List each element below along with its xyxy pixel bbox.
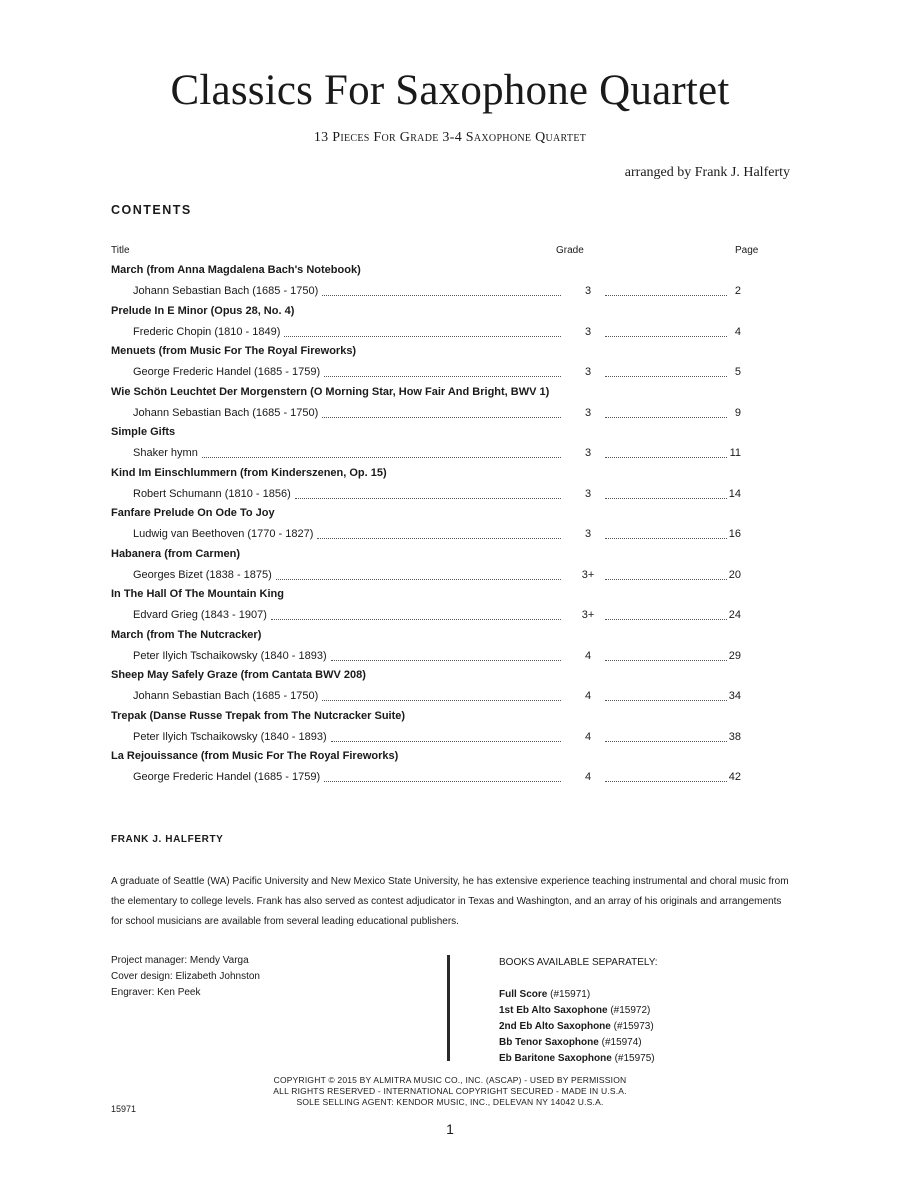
grade: 4 [573, 771, 603, 783]
grade: 3+ [573, 609, 603, 621]
composer: Robert Schumann (1810 - 1856) [133, 487, 291, 500]
subtitle: 13 Pieces For Grade 3-4 Saxophone Quartet [313, 130, 587, 145]
grade: 3+ [573, 569, 603, 581]
toc-entry [111, 748, 741, 789]
book-item: 2nd Eb Alto Saxophone (#15973) [499, 1021, 654, 1032]
dot-leader [605, 376, 727, 377]
column-header-title: Title [111, 245, 130, 256]
copyright-line: COPYRIGHT © 2015 BY ALMITRA MUSIC CO., INC. (ASCAP) - USED BY PERMISSION [273, 1075, 627, 1085]
piece-title: Habanera (from Carmen) [111, 547, 240, 560]
page-ref: 16 [728, 528, 741, 540]
dot-leader [605, 457, 727, 458]
toc-entry [111, 424, 741, 465]
dot-leader [322, 700, 561, 701]
arranger-credit: arranged by Frank J. Halferty [624, 165, 790, 180]
composer: Johann Sebastian Bach (1685 - 1750) [133, 285, 319, 297]
grade: 3 [573, 326, 603, 338]
toc-entry [111, 627, 741, 668]
bio-text: A graduate of Seattle (WA) Pacific University and New Mexico State University, he has extensive experience teaching instrumental and choral music from the elementary to college levels. Frank has also served as contest adjudicator in Texas and Washington, and an array of his originals and arrangements for school musicians are available from several leading educational publishers. [111, 876, 789, 927]
piece-detail-line [133, 326, 741, 340]
table-of-contents [111, 262, 741, 789]
piece-title: Kind Im Einschlummern (from Kinderszenen, Op. 15) [111, 466, 387, 479]
toc-entry [111, 708, 741, 749]
dot-leader [605, 660, 727, 661]
page-ref: 42 [728, 771, 741, 783]
toc-entry [111, 303, 741, 344]
column-header-grade: Grade [556, 245, 584, 256]
page-ref: 29 [728, 649, 741, 662]
piece-title: Menuets (from Music For The Royal Fireworks) [111, 345, 357, 357]
copyright-line: ALL RIGHTS RESERVED - INTERNATIONAL COPYRIGHT SECURED - MADE IN U.S.A. [273, 1086, 627, 1096]
dot-leader [317, 538, 561, 539]
dot-leader [605, 417, 727, 418]
page-ref: 9 [734, 406, 741, 419]
dot-leader [605, 700, 727, 701]
piece-detail-line [133, 447, 741, 461]
page-ref: 20 [728, 568, 741, 581]
composer: George Frederic Handel (1685 - 1759) [133, 771, 321, 783]
piece-title: Trepak (Danse Russe Trepak from The Nutcracker Suite) [111, 709, 406, 722]
dot-leader [605, 336, 727, 337]
composer: Ludwig van Beethoven (1770 - 1827) [133, 528, 314, 540]
toc-entry [111, 343, 741, 384]
composer: George Frederic Handel (1685 - 1759) [133, 366, 321, 378]
composer: Peter Ilyich Tschaikowsky (1840 - 1893) [133, 649, 327, 662]
dot-leader [202, 457, 561, 458]
dot-leader [324, 376, 561, 377]
dot-leader [276, 579, 561, 580]
piece-title: Fanfare Prelude On Ode To Joy [111, 507, 275, 519]
page-title: Classics For Saxophone Quartet [170, 67, 730, 114]
composer: Johann Sebastian Bach (1685 - 1750) [133, 690, 319, 702]
piece-title: Sheep May Safely Graze (from Cantata BWV 208) [111, 669, 366, 681]
piece-detail-line [133, 771, 741, 785]
grade: 4 [573, 690, 603, 702]
piece-title: La Rejouissance (from Music For The Royal Fireworks) [111, 750, 399, 762]
dot-leader [605, 538, 727, 539]
dot-leader [605, 579, 727, 580]
contents-heading: CONTENTS [111, 203, 192, 217]
dot-leader [331, 660, 561, 661]
piece-detail-line [133, 569, 741, 583]
bio-heading: FRANK J. HALFERTY [111, 834, 224, 845]
piece-title: March (from Anna Magdalena Bach's Notebook) [111, 264, 361, 276]
book-item: Bb Tenor Saxophone (#15974) [499, 1037, 642, 1048]
grade: 4 [573, 731, 603, 743]
dot-leader [605, 498, 727, 499]
piece-detail-line [133, 731, 741, 745]
book-item: Eb Baritone Saxophone (#15975) [499, 1053, 655, 1064]
piece-detail-line [133, 488, 741, 502]
books-available-list [499, 955, 658, 1067]
composer: Peter Ilyich Tschaikowsky (1840 - 1893) [133, 730, 327, 743]
page-ref: 11 [729, 447, 741, 459]
dot-leader [605, 295, 727, 296]
piece-detail-line [133, 650, 741, 664]
composer: Johann Sebastian Bach (1685 - 1750) [133, 406, 319, 419]
piece-title: Simple Gifts [111, 426, 176, 438]
grade: 3 [573, 285, 603, 297]
toc-entry [111, 546, 741, 587]
grade: 4 [573, 650, 603, 662]
page-ref: 38 [728, 730, 741, 743]
toc-entry [111, 262, 741, 303]
page-ref: 5 [734, 366, 741, 378]
composer: Shaker hymn [133, 447, 198, 459]
page-ref: 34 [728, 690, 741, 702]
dot-leader [331, 741, 561, 742]
piece-detail-line [133, 407, 741, 421]
page-ref: 24 [728, 609, 741, 621]
piece-title: March (from The Nutcracker) [111, 628, 262, 641]
book-item: 1st Eb Alto Saxophone (#15972) [499, 1005, 651, 1016]
piece-detail-line [133, 366, 741, 380]
copyright-line: SOLE SELLING AGENT: KENDOR MUSIC, INC., DELEVAN NY 14042 U.S.A. [296, 1097, 604, 1107]
dot-leader [284, 336, 561, 337]
composer: Edvard Grieg (1843 - 1907) [133, 609, 267, 621]
page-ref: 4 [734, 325, 741, 338]
page-ref: 2 [734, 285, 741, 297]
catalog-number: 15971 [111, 1104, 137, 1114]
credit-line: Project manager: Mendy Varga [111, 955, 249, 966]
book-item: Full Score (#15971) [499, 989, 591, 1000]
grade: 3 [573, 366, 603, 378]
credit-line: Engraver: Ken Peek [111, 987, 201, 998]
grade: 3 [573, 407, 603, 419]
toc-entry [111, 384, 741, 425]
piece-title: Prelude In E Minor (Opus 28, No. 4) [111, 304, 295, 317]
vertical-divider [447, 955, 450, 1061]
page-ref: 14 [728, 487, 741, 500]
dot-leader [295, 498, 561, 499]
composer: Georges Bizet (1838 - 1875) [133, 568, 272, 581]
toc-entry [111, 505, 741, 546]
piece-detail-line [133, 609, 741, 623]
dot-leader [324, 781, 561, 782]
dot-leader [605, 619, 727, 620]
column-header-page: Page [735, 245, 759, 256]
credit-line: Cover design: Elizabeth Johnston [111, 971, 260, 982]
dot-leader [322, 417, 561, 418]
dot-leader [605, 781, 727, 782]
composer: Frederic Chopin (1810 - 1849) [133, 325, 281, 338]
piece-title: In The Hall Of The Mountain King [111, 588, 284, 600]
toc-entry [111, 667, 741, 708]
dot-leader [271, 619, 561, 620]
dot-leader [322, 295, 561, 296]
toc-entry [111, 465, 741, 506]
piece-detail-line [133, 528, 741, 542]
grade: 3 [573, 488, 603, 500]
page-number: 1 [446, 1121, 454, 1137]
books-heading: BOOKS AVAILABLE SEPARATELY: [499, 957, 658, 968]
dot-leader [605, 741, 727, 742]
piece-title: Wie Schön Leuchtet Der Morgenstern (O Morning Star, How Fair And Bright, BWV 1) [111, 385, 550, 398]
grade: 3 [573, 528, 603, 540]
piece-detail-line [133, 690, 741, 704]
production-credits [111, 953, 260, 1001]
piece-detail-line [133, 285, 741, 299]
grade: 3 [573, 447, 603, 459]
toc-entry [111, 586, 741, 627]
